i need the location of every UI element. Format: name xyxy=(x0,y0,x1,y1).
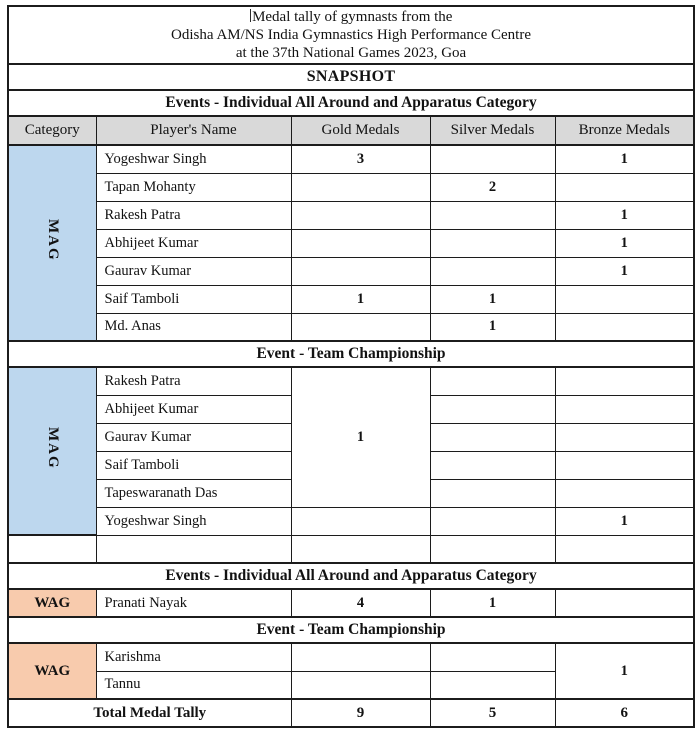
bronze-cell xyxy=(555,395,694,423)
gold-cell xyxy=(291,507,430,535)
player-row xyxy=(8,643,694,671)
medal-tally-table xyxy=(7,5,695,728)
player-name-cell: Abhijeet Kumar xyxy=(96,395,291,423)
total-row xyxy=(8,699,694,727)
category-label-mag: MAG xyxy=(44,219,61,262)
title-line-1: Medal tally of gymnasts from the xyxy=(15,8,687,26)
section-header-team-label: Event - Team Championship xyxy=(8,341,694,367)
silver-cell: 1 xyxy=(430,313,555,341)
bronze-cell: 1 xyxy=(555,229,694,257)
player-row xyxy=(8,507,694,535)
silver-cell: 2 xyxy=(430,173,555,201)
silver-cell xyxy=(430,507,555,535)
empty-cell xyxy=(430,535,555,563)
snapshot-label: SNAPSHOT xyxy=(8,64,694,90)
gold-cell: 1 xyxy=(291,285,430,313)
bronze-cell xyxy=(555,313,694,341)
silver-cell xyxy=(430,643,555,671)
silver-cell: 1 xyxy=(430,589,555,617)
section-header-individual-wag xyxy=(8,563,694,589)
silver-cell xyxy=(430,671,555,699)
empty-cell xyxy=(8,535,96,563)
total-bronze-cell: 6 xyxy=(555,699,694,727)
gold-cell: 4 xyxy=(291,589,430,617)
bronze-cell: 1 xyxy=(555,145,694,173)
category-cell-wag-team: WAG xyxy=(8,643,96,699)
empty-cell xyxy=(291,535,430,563)
silver-cell xyxy=(430,423,555,451)
gold-cell xyxy=(291,201,430,229)
table-title-row xyxy=(8,6,694,64)
player-name-cell: Saif Tamboli xyxy=(96,285,291,313)
bronze-cell xyxy=(555,285,694,313)
category-cell-mag-team xyxy=(8,367,96,535)
total-silver-cell: 5 xyxy=(430,699,555,727)
column-header-player: Player's Name xyxy=(96,116,291,145)
empty-cell xyxy=(96,535,291,563)
snapshot-row xyxy=(8,64,694,90)
player-row xyxy=(8,145,694,173)
silver-cell xyxy=(430,145,555,173)
section-header-individual xyxy=(8,90,694,116)
section-header-individual-label: Events - Individual All Around and Apparatus Category xyxy=(8,90,694,116)
player-row xyxy=(8,285,694,313)
player-name-cell: Abhijeet Kumar xyxy=(96,229,291,257)
gold-cell xyxy=(291,313,430,341)
silver-cell xyxy=(430,479,555,507)
bronze-cell xyxy=(555,173,694,201)
player-name-cell: Yogeshwar Singh xyxy=(96,145,291,173)
bronze-cell: 1 xyxy=(555,257,694,285)
section-header-team-wag-label: Event - Team Championship xyxy=(8,617,694,643)
text-cursor-caret xyxy=(250,9,252,22)
team-gold-cell: 1 xyxy=(291,367,430,507)
category-label-mag: MAG xyxy=(44,427,61,470)
team-bronze-cell: 1 xyxy=(555,643,694,699)
section-header-team-wag xyxy=(8,617,694,643)
player-name-cell: Gaurav Kumar xyxy=(96,257,291,285)
player-name-cell: Tapan Mohanty xyxy=(96,173,291,201)
bronze-cell xyxy=(555,451,694,479)
gold-cell xyxy=(291,671,430,699)
bronze-cell xyxy=(555,479,694,507)
player-row xyxy=(8,229,694,257)
column-header-category: Category xyxy=(8,116,96,145)
column-header-bronze: Bronze Medals xyxy=(555,116,694,145)
player-row xyxy=(8,367,694,395)
player-name-cell: Rakesh Patra xyxy=(96,367,291,395)
column-header-gold: Gold Medals xyxy=(291,116,430,145)
player-name-cell: Md. Anas xyxy=(96,313,291,341)
player-name-cell: Gaurav Kumar xyxy=(96,423,291,451)
silver-cell xyxy=(430,201,555,229)
section-header-team xyxy=(8,341,694,367)
player-row xyxy=(8,589,694,617)
player-name-cell: Tannu xyxy=(96,671,291,699)
total-gold-cell: 9 xyxy=(291,699,430,727)
bronze-cell: 1 xyxy=(555,507,694,535)
player-row xyxy=(8,257,694,285)
silver-cell xyxy=(430,367,555,395)
category-cell-mag-individual xyxy=(8,145,96,341)
column-header-row xyxy=(8,116,694,145)
gold-cell: 3 xyxy=(291,145,430,173)
player-name-cell: Rakesh Patra xyxy=(96,201,291,229)
column-header-silver: Silver Medals xyxy=(430,116,555,145)
silver-cell xyxy=(430,229,555,257)
gold-cell xyxy=(291,229,430,257)
player-row xyxy=(8,313,694,341)
empty-cell xyxy=(555,535,694,563)
gold-cell xyxy=(291,643,430,671)
player-row xyxy=(8,201,694,229)
player-name-cell: Saif Tamboli xyxy=(96,451,291,479)
player-name-cell: Karishma xyxy=(96,643,291,671)
total-label: Total Medal Tally xyxy=(8,699,291,727)
empty-row xyxy=(8,535,694,563)
section-header-individual-wag-label: Events - Individual All Around and Apparatus Category xyxy=(8,563,694,589)
bronze-cell xyxy=(555,589,694,617)
silver-cell xyxy=(430,395,555,423)
player-name-cell: Tapeswaranath Das xyxy=(96,479,291,507)
player-name-cell: Pranati Nayak xyxy=(96,589,291,617)
gold-cell xyxy=(291,173,430,201)
title-line-2: Odisha AM/NS India Gymnastics High Performance Centre xyxy=(171,27,531,43)
title-line-3: at the 37th National Games 2023, Goa xyxy=(235,45,467,61)
silver-cell xyxy=(430,257,555,285)
category-cell-wag-individual: WAG xyxy=(8,589,96,617)
silver-cell xyxy=(430,451,555,479)
silver-cell: 1 xyxy=(430,285,555,313)
player-name-cell: Yogeshwar Singh xyxy=(96,507,291,535)
bronze-cell xyxy=(555,423,694,451)
bronze-cell: 1 xyxy=(555,201,694,229)
table-title xyxy=(8,6,694,64)
player-row xyxy=(8,173,694,201)
gold-cell xyxy=(291,257,430,285)
bronze-cell xyxy=(555,367,694,395)
